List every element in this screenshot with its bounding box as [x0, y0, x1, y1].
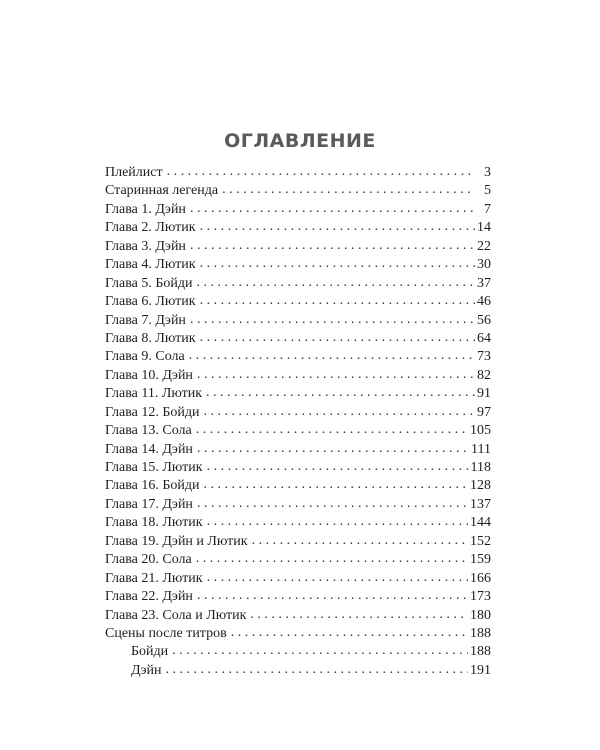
toc-entry-label: Глава 6. Лютик: [105, 294, 196, 310]
toc-title: ОГЛАВЛЕНИЕ: [224, 130, 376, 152]
toc-entry-page-number: 105: [470, 423, 491, 439]
dot-leader: [166, 661, 468, 679]
dot-leader: [197, 366, 475, 384]
dot-leader: [196, 550, 468, 568]
toc-entry-page-number: 144: [470, 515, 491, 531]
toc-entry-label: Глава 21. Лютик: [105, 570, 203, 586]
toc-entry-label: Глава 2. Лютик: [105, 220, 196, 236]
toc-entry-label: Глава 4. Лютик: [105, 257, 196, 273]
toc-entry: [105, 275, 491, 293]
toc-entry: [105, 238, 491, 256]
toc-entry: [105, 441, 491, 459]
dot-leader: [250, 606, 468, 624]
toc-entry-label: Глава 20. Сола: [105, 552, 192, 568]
dot-leader: [197, 440, 469, 458]
dot-leader: [200, 329, 475, 347]
dot-leader: [207, 569, 468, 587]
toc-entry: [105, 588, 491, 606]
toc-entry: [105, 551, 491, 569]
toc-entry: [105, 643, 491, 661]
dot-leader: [200, 218, 475, 236]
toc-entry-page-number: 152: [470, 533, 491, 549]
toc-entry-label: Бойди: [131, 644, 169, 660]
toc-entry-page-number: 188: [470, 644, 491, 660]
dot-leader: [190, 311, 475, 329]
toc-entry-page-number: 128: [470, 478, 491, 494]
toc-entry-label: Глава 18. Лютик: [105, 515, 203, 531]
toc-entry-page-number: 30: [477, 257, 491, 273]
toc-entry-label: Глава 14. Дэйн: [105, 441, 193, 457]
toc-entry-page-number: 188: [470, 625, 491, 641]
toc-entry-label: Глава 19. Дэйн и Лютик: [105, 533, 248, 549]
toc-entry-page-number: 37: [477, 275, 491, 291]
toc-entry-page-number: 191: [470, 662, 491, 678]
toc-entry-label: Глава 12. Бойди: [105, 404, 200, 420]
toc-entry-label: Плейлист: [105, 165, 163, 180]
dot-leader: [204, 476, 468, 494]
toc-entry: [105, 533, 491, 551]
toc-entry: [105, 312, 491, 330]
dot-leader: [204, 403, 475, 421]
toc-entry-label: Сцены после титров: [105, 625, 227, 641]
toc-entry: [105, 625, 491, 643]
toc-entry: [105, 607, 491, 625]
toc-entry-label: Глава 15. Лютик: [105, 460, 203, 475]
toc-entry: [105, 404, 491, 422]
toc-entry: [105, 459, 491, 477]
dot-leader: [222, 181, 475, 199]
dot-leader: [196, 421, 468, 439]
toc-entry-label: Старинная легенда: [105, 183, 219, 199]
toc-entry-page-number: 91: [477, 386, 491, 402]
toc-entry: [105, 201, 491, 219]
toc-entry-page-number: 7: [484, 201, 491, 217]
toc-entry-label: Глава 8. Лютик: [105, 330, 196, 346]
dot-leader: [190, 200, 475, 218]
toc-entry-page-number: 97: [477, 404, 491, 420]
toc-entry-label: Глава 16. Бойди: [105, 478, 200, 494]
toc-entry-page-number: 166: [470, 570, 491, 586]
toc-entry-page-number: 14: [477, 220, 491, 236]
toc-entry: [105, 422, 491, 440]
toc-entry-label: Глава 1. Дэйн: [105, 201, 186, 217]
toc-entry-page-number: 64: [477, 330, 491, 346]
toc-entry-label: Глава 17. Дэйн: [105, 496, 193, 512]
toc-entry-page-number: 46: [477, 294, 491, 310]
toc-entry-page-number: 56: [477, 312, 491, 328]
dot-leader: [197, 274, 475, 292]
toc-entry-page-number: 180: [470, 607, 491, 623]
toc-entry-label: Глава 22. Дэйн: [105, 589, 193, 605]
toc-entry-page-number: 82: [477, 367, 491, 383]
toc-entry: [105, 219, 491, 237]
toc-entry-page-number: 73: [477, 349, 491, 365]
toc-list: [105, 164, 491, 680]
toc-entry: [105, 662, 491, 680]
dot-leader: [189, 347, 475, 365]
dot-leader: [207, 458, 469, 476]
toc-entry-label: Глава 23. Сола и Лютик: [105, 607, 247, 623]
toc-entry-page-number: 5: [484, 183, 491, 199]
dot-leader: [197, 495, 468, 513]
toc-entry-label: Глава 3. Дэйн: [105, 238, 186, 254]
toc-entry-label: Глава 7. Дэйн: [105, 312, 186, 328]
toc-entry: [105, 256, 491, 274]
toc-entry: [105, 182, 491, 200]
toc-entry: [105, 367, 491, 385]
toc-entry: [105, 164, 491, 182]
toc-entry-page-number: 111: [471, 441, 491, 457]
toc-entry-label: Глава 11. Лютик: [105, 386, 203, 402]
dot-leader: [207, 513, 468, 531]
dot-leader: [190, 237, 475, 255]
toc-entry-page-number: 118: [470, 460, 491, 475]
toc-entry: [105, 570, 491, 588]
toc-entry: [105, 496, 491, 514]
toc-entry: [105, 348, 491, 366]
toc-entry-page-number: 173: [470, 589, 491, 605]
toc-entry-label: Глава 9. Сола: [105, 349, 185, 365]
dot-leader: [200, 255, 475, 273]
dot-leader: [172, 642, 468, 660]
toc-entry-label: Дэйн: [131, 662, 162, 678]
dot-leader: [231, 624, 468, 642]
toc-entry-page-number: 159: [470, 552, 491, 568]
toc-entry: [105, 330, 491, 348]
toc-entry-label: Глава 10. Дэйн: [105, 367, 193, 383]
toc-entry-page-number: 22: [477, 238, 491, 254]
toc-entry-page-number: 3: [484, 165, 491, 180]
toc-entry: [105, 385, 491, 403]
dot-leader: [197, 587, 468, 605]
dot-leader: [252, 532, 468, 550]
toc-entry: [105, 514, 491, 532]
dot-leader: [200, 292, 475, 310]
toc-entry: [105, 293, 491, 311]
toc-entry: [105, 477, 491, 495]
dot-leader: [167, 163, 475, 181]
toc-entry-label: Глава 5. Бойди: [105, 275, 193, 291]
toc-entry-label: Глава 13. Сола: [105, 423, 192, 439]
dot-leader: [206, 384, 475, 402]
toc-entry-page-number: 137: [470, 496, 491, 512]
